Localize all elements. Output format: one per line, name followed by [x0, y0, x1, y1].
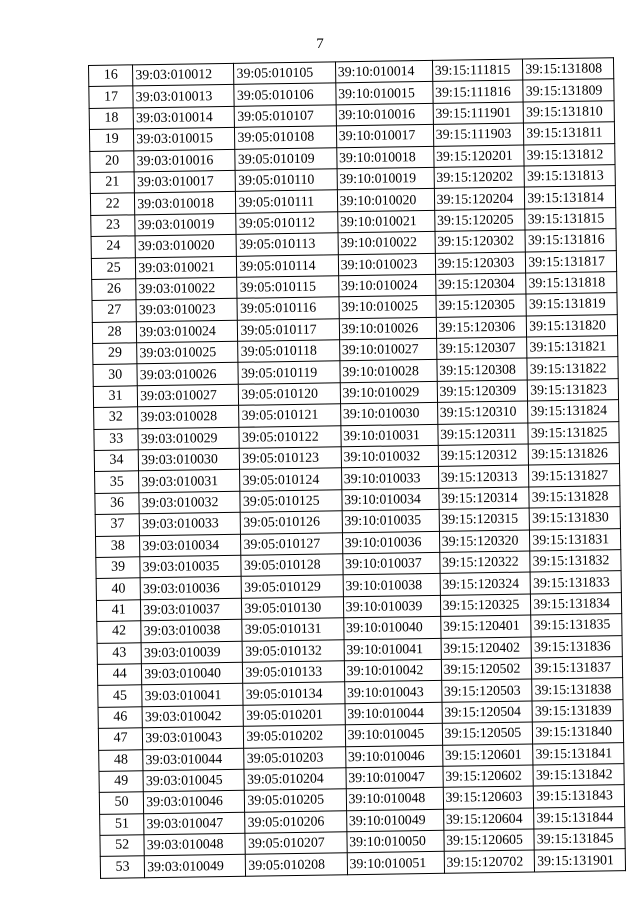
code-39-10-cell: 39:10:010041	[344, 638, 441, 661]
code-39-15-a-cell: 39:15:120312	[438, 444, 529, 467]
code-39-03-cell: 39:03:010034	[140, 534, 242, 557]
table-container	[88, 57, 638, 879]
code-39-15-b-cell: 39:15:131831	[530, 528, 621, 551]
code-39-10-cell: 39:10:010044	[345, 702, 442, 725]
row-number-cell: 46	[98, 706, 143, 728]
code-39-15-a-cell: 39:15:120302	[435, 230, 526, 253]
code-39-10-cell: 39:10:010023	[338, 253, 435, 276]
code-39-15-a-cell: 39:15:120325	[440, 594, 531, 617]
code-39-05-cell: 39:05:010132	[243, 639, 345, 662]
code-39-10-cell: 39:10:010046	[345, 745, 442, 768]
code-39-15-a-cell: 39:15:120401	[440, 615, 531, 638]
code-39-10-cell: 39:10:010018	[336, 146, 433, 169]
code-39-15-a-cell: 39:15:120505	[442, 722, 533, 745]
code-39-15-a-cell: 39:15:120601	[442, 743, 533, 766]
code-39-15-a-cell: 39:15:120308	[437, 358, 528, 381]
code-39-15-b-cell: 39:15:131810	[523, 100, 614, 123]
row-number-cell: 35	[95, 471, 140, 493]
row-number-cell: 53	[100, 856, 145, 878]
code-39-05-cell: 39:05:010120	[239, 383, 341, 406]
row-number-cell: 33	[94, 428, 139, 450]
code-39-03-cell: 39:03:010029	[138, 427, 240, 450]
code-39-15-b-cell: 39:15:131817	[526, 250, 617, 273]
row-number-cell: 20	[90, 150, 135, 172]
code-39-10-cell: 39:10:010036	[342, 531, 439, 554]
code-39-10-cell: 39:10:010022	[338, 232, 435, 255]
row-number-cell: 23	[91, 215, 136, 237]
code-39-05-cell: 39:05:010121	[239, 404, 341, 427]
code-39-05-cell: 39:05:010130	[242, 597, 344, 620]
code-39-15-a-cell: 39:15:120310	[437, 401, 528, 424]
code-39-05-cell: 39:05:010201	[243, 703, 345, 726]
code-39-05-cell: 39:05:010208	[246, 853, 348, 876]
code-39-15-b-cell: 39:15:131843	[534, 785, 625, 808]
code-39-10-cell: 39:10:010015	[335, 82, 432, 105]
code-39-10-cell: 39:10:010029	[340, 381, 437, 404]
code-39-15-a-cell: 39:15:120311	[438, 423, 529, 446]
code-39-03-cell: 39:03:010031	[139, 470, 241, 493]
code-39-05-cell: 39:05:010205	[245, 789, 347, 812]
code-39-15-b-cell: 39:15:131832	[530, 550, 621, 573]
code-39-03-cell: 39:03:010028	[138, 406, 240, 429]
code-39-05-cell: 39:05:010204	[244, 768, 346, 791]
code-39-05-cell: 39:05:010206	[245, 810, 347, 833]
code-39-15-a-cell: 39:15:120202	[434, 166, 525, 189]
code-39-15-b-cell: 39:15:131808	[523, 58, 614, 81]
code-39-05-cell: 39:05:010119	[238, 361, 340, 384]
code-39-10-cell: 39:10:010025	[339, 296, 436, 319]
code-39-03-cell: 39:03:010032	[139, 491, 241, 514]
code-39-15-b-cell: 39:15:131811	[524, 122, 615, 145]
code-39-15-b-cell: 39:15:131820	[527, 314, 618, 337]
code-39-10-cell: 39:10:010031	[341, 424, 438, 447]
table-body	[89, 58, 626, 879]
code-39-03-cell: 39:03:010043	[143, 726, 245, 749]
code-39-15-b-cell: 39:15:131821	[527, 336, 618, 359]
row-number-cell: 31	[93, 386, 138, 408]
row-number-cell: 34	[94, 450, 139, 472]
code-39-10-cell: 39:10:010033	[341, 467, 438, 490]
code-39-15-b-cell: 39:15:131833	[530, 571, 621, 594]
code-39-15-b-cell: 39:15:131826	[528, 443, 619, 466]
code-39-15-b-cell: 39:15:131837	[532, 657, 623, 680]
row-number-cell: 43	[97, 642, 142, 664]
code-39-15-a-cell: 39:15:120503	[441, 679, 532, 702]
row-number-cell: 51	[100, 813, 145, 835]
code-39-03-cell: 39:03:010019	[135, 213, 237, 236]
code-39-03-cell: 39:03:010039	[141, 641, 243, 664]
code-39-10-cell: 39:10:010047	[346, 766, 443, 789]
code-39-10-cell: 39:10:010034	[341, 488, 438, 511]
page-number: 7	[316, 36, 324, 52]
code-39-03-cell: 39:03:010012	[133, 63, 235, 86]
code-39-10-cell: 39:10:010026	[339, 317, 436, 340]
code-39-15-b-cell: 39:15:131835	[531, 614, 622, 637]
code-39-03-cell: 39:03:010035	[140, 555, 242, 578]
row-number-cell: 39	[96, 557, 141, 579]
code-39-05-cell: 39:05:010114	[237, 254, 339, 277]
code-39-15-a-cell: 39:15:120605	[444, 829, 535, 852]
row-number-cell: 42	[97, 621, 142, 643]
code-39-05-cell: 39:05:010202	[244, 725, 346, 748]
code-39-03-cell: 39:03:010037	[141, 598, 243, 621]
code-39-15-a-cell: 39:15:120324	[440, 572, 531, 595]
code-39-03-cell: 39:03:010024	[137, 320, 239, 343]
row-number-cell: 52	[100, 835, 145, 857]
code-39-05-cell: 39:05:010113	[236, 233, 338, 256]
code-39-03-cell: 39:03:010017	[134, 170, 236, 193]
code-39-03-cell: 39:03:010027	[138, 384, 240, 407]
code-39-10-cell: 39:10:010035	[342, 510, 439, 533]
code-39-15-a-cell: 39:15:120313	[438, 465, 529, 488]
code-39-03-cell: 39:03:010040	[142, 662, 244, 685]
code-39-05-cell: 39:05:010207	[245, 832, 347, 855]
code-39-15-a-cell: 39:15:111903	[433, 123, 524, 146]
code-39-05-cell: 39:05:010105	[234, 62, 336, 85]
row-number-cell: 45	[98, 685, 143, 707]
code-39-15-b-cell: 39:15:131823	[528, 379, 619, 402]
code-39-10-cell: 39:10:010037	[342, 552, 439, 575]
code-39-15-a-cell: 39:15:120502	[441, 658, 532, 681]
row-number-cell: 27	[92, 300, 137, 322]
code-39-03-cell: 39:03:010025	[137, 341, 239, 364]
row-number-cell: 24	[91, 236, 136, 258]
code-39-15-a-cell: 39:15:120309	[437, 380, 528, 403]
code-39-03-cell: 39:03:010047	[144, 812, 246, 835]
row-number-cell: 25	[91, 257, 136, 279]
code-39-03-cell: 39:03:010018	[135, 192, 237, 215]
row-number-cell: 16	[89, 65, 134, 87]
code-39-10-cell: 39:10:010051	[347, 852, 444, 875]
row-number-cell: 28	[92, 321, 137, 343]
code-39-10-cell: 39:10:010045	[345, 723, 442, 746]
code-39-15-a-cell: 39:15:120603	[443, 786, 534, 809]
code-39-03-cell: 39:03:010023	[136, 299, 238, 322]
cadastral-quarter-table	[88, 57, 626, 879]
code-39-05-cell: 39:05:010134	[243, 682, 345, 705]
code-39-05-cell: 39:05:010123	[240, 447, 342, 470]
code-39-15-b-cell: 39:15:131816	[525, 229, 616, 252]
row-number-cell: 22	[90, 193, 135, 215]
code-39-05-cell: 39:05:010127	[241, 532, 343, 555]
code-39-15-a-cell: 39:15:120322	[439, 551, 530, 574]
code-39-03-cell: 39:03:010015	[134, 127, 236, 150]
code-39-15-a-cell: 39:15:120307	[436, 337, 527, 360]
code-39-15-a-cell: 39:15:120402	[441, 637, 532, 660]
code-39-15-a-cell: 39:15:120304	[435, 273, 526, 296]
code-39-15-a-cell: 39:15:120306	[436, 316, 527, 339]
code-39-10-cell: 39:10:010016	[336, 103, 433, 126]
code-39-05-cell: 39:05:010108	[235, 126, 337, 149]
row-number-cell: 18	[89, 108, 134, 130]
code-39-10-cell: 39:10:010050	[347, 830, 444, 853]
code-39-15-a-cell: 39:15:120702	[444, 850, 535, 873]
code-39-05-cell: 39:05:010115	[237, 276, 339, 299]
code-39-10-cell: 39:10:010040	[343, 616, 440, 639]
code-39-15-b-cell: 39:15:131825	[528, 421, 619, 444]
code-39-03-cell: 39:03:010016	[134, 149, 236, 172]
code-39-03-cell: 39:03:010049	[145, 855, 247, 878]
code-39-05-cell: 39:05:010129	[242, 575, 344, 598]
row-number-cell: 36	[95, 493, 140, 515]
code-39-15-b-cell: 39:15:131809	[523, 79, 614, 102]
row-number-cell: 48	[99, 749, 144, 771]
code-39-05-cell: 39:05:010122	[239, 425, 341, 448]
code-39-05-cell: 39:05:010110	[236, 169, 338, 192]
code-39-15-b-cell: 39:15:131839	[532, 699, 623, 722]
code-39-10-cell: 39:10:010048	[346, 788, 443, 811]
code-39-05-cell: 39:05:010118	[238, 340, 340, 363]
row-number-cell: 40	[96, 578, 141, 600]
code-39-03-cell: 39:03:010048	[144, 833, 246, 856]
code-39-15-a-cell: 39:15:120604	[443, 808, 534, 831]
row-number-cell: 44	[97, 664, 142, 686]
code-39-15-a-cell: 39:15:111815	[432, 59, 523, 82]
code-39-15-b-cell: 39:15:131844	[534, 806, 625, 829]
code-39-15-b-cell: 39:15:131838	[532, 678, 623, 701]
code-39-15-b-cell: 39:15:131812	[524, 143, 615, 166]
code-39-10-cell: 39:10:010038	[343, 574, 440, 597]
code-39-15-a-cell: 39:15:120305	[436, 294, 527, 317]
code-39-10-cell: 39:10:010014	[335, 60, 432, 83]
row-number-cell: 49	[99, 771, 144, 793]
code-39-15-b-cell: 39:15:131845	[534, 828, 625, 851]
code-39-10-cell: 39:10:010039	[343, 595, 440, 618]
code-39-05-cell: 39:05:010106	[234, 83, 336, 106]
row-number-cell: 50	[99, 792, 144, 814]
code-39-15-a-cell: 39:15:120204	[434, 187, 525, 210]
code-39-10-cell: 39:10:010049	[346, 809, 443, 832]
code-39-15-b-cell: 39:15:131827	[529, 464, 620, 487]
row-number-cell: 26	[92, 279, 137, 301]
code-39-05-cell: 39:05:010133	[243, 661, 345, 684]
code-39-05-cell: 39:05:010131	[242, 618, 344, 641]
code-39-05-cell: 39:05:010116	[237, 297, 339, 320]
code-39-10-cell: 39:10:010032	[341, 445, 438, 468]
code-39-05-cell: 39:05:010203	[244, 746, 346, 769]
code-39-15-a-cell: 39:15:120315	[439, 508, 530, 531]
code-39-05-cell: 39:05:010124	[240, 468, 342, 491]
code-39-03-cell: 39:03:010026	[137, 363, 239, 386]
code-39-10-cell: 39:10:010024	[338, 274, 435, 297]
code-39-05-cell: 39:05:010125	[240, 490, 342, 513]
code-39-15-a-cell: 39:15:111901	[433, 102, 524, 125]
code-39-15-b-cell: 39:15:131841	[533, 742, 624, 765]
code-39-15-b-cell: 39:15:131836	[531, 635, 622, 658]
code-39-10-cell: 39:10:010019	[337, 167, 434, 190]
row-number-cell: 41	[96, 600, 141, 622]
row-number-cell: 19	[89, 129, 134, 151]
code-39-10-cell: 39:10:010020	[337, 189, 434, 212]
row-number-cell: 38	[95, 535, 140, 557]
row-number-cell: 47	[98, 728, 143, 750]
row-number-cell: 21	[90, 172, 135, 194]
code-39-05-cell: 39:05:010109	[235, 147, 337, 170]
code-39-15-a-cell: 39:15:120320	[439, 530, 530, 553]
code-39-15-b-cell: 39:15:131828	[529, 485, 620, 508]
code-39-10-cell: 39:10:010017	[336, 125, 433, 148]
code-39-15-b-cell: 39:15:131830	[529, 507, 620, 530]
code-39-15-b-cell: 39:15:131814	[525, 186, 616, 209]
code-39-15-a-cell: 39:15:111816	[432, 80, 523, 103]
row-number-cell: 32	[94, 407, 139, 429]
row-number-cell: 37	[95, 514, 140, 536]
row-number-cell: 29	[93, 343, 138, 365]
code-39-15-b-cell: 39:15:131842	[533, 764, 624, 787]
code-39-10-cell: 39:10:010027	[339, 338, 436, 361]
code-39-05-cell: 39:05:010107	[235, 105, 337, 128]
code-39-15-b-cell: 39:15:131834	[531, 592, 622, 615]
code-39-03-cell: 39:03:010036	[140, 577, 242, 600]
code-39-03-cell: 39:03:010022	[136, 277, 238, 300]
code-39-03-cell: 39:03:010044	[143, 748, 245, 771]
code-39-03-cell: 39:03:010045	[143, 769, 245, 792]
code-39-03-cell: 39:03:010033	[139, 512, 241, 535]
code-39-03-cell: 39:03:010020	[135, 234, 237, 257]
code-39-03-cell: 39:03:010046	[144, 791, 246, 814]
code-39-03-cell: 39:03:010014	[133, 106, 235, 129]
code-39-15-a-cell: 39:15:120602	[443, 765, 534, 788]
code-39-10-cell: 39:10:010043	[344, 681, 441, 704]
code-39-05-cell: 39:05:010117	[238, 318, 340, 341]
code-39-15-a-cell: 39:15:120205	[434, 209, 525, 232]
code-39-05-cell: 39:05:010112	[236, 212, 338, 235]
code-39-15-b-cell: 39:15:131822	[527, 357, 618, 380]
code-39-15-a-cell: 39:15:120201	[433, 145, 524, 168]
code-39-15-a-cell: 39:15:120314	[438, 487, 529, 510]
code-39-10-cell: 39:10:010030	[340, 403, 437, 426]
code-39-15-a-cell: 39:15:120504	[442, 701, 533, 724]
code-39-10-cell: 39:10:010042	[344, 659, 441, 682]
code-39-15-b-cell: 39:15:131813	[524, 165, 615, 188]
code-39-05-cell: 39:05:010126	[241, 511, 343, 534]
code-39-15-b-cell: 39:15:131824	[528, 400, 619, 423]
code-39-03-cell: 39:03:010030	[138, 448, 240, 471]
code-39-03-cell: 39:03:010041	[142, 684, 244, 707]
code-39-03-cell: 39:03:010021	[136, 256, 238, 279]
code-39-10-cell: 39:10:010028	[340, 360, 437, 383]
code-39-15-a-cell: 39:15:120303	[435, 252, 526, 275]
code-39-15-b-cell: 39:15:131901	[535, 849, 626, 872]
row-number-cell: 30	[93, 364, 138, 386]
code-39-15-b-cell: 39:15:131815	[525, 207, 616, 230]
code-39-15-b-cell: 39:15:131840	[533, 721, 624, 744]
code-39-05-cell: 39:05:010111	[236, 190, 338, 213]
code-39-15-b-cell: 39:15:131819	[526, 293, 617, 316]
code-39-03-cell: 39:03:010013	[133, 85, 235, 108]
code-39-03-cell: 39:03:010038	[141, 619, 243, 642]
code-39-15-b-cell: 39:15:131818	[526, 272, 617, 295]
code-39-03-cell: 39:03:010042	[142, 705, 244, 728]
code-39-10-cell: 39:10:010021	[337, 210, 434, 233]
row-number-cell: 17	[89, 86, 134, 108]
code-39-05-cell: 39:05:010128	[241, 554, 343, 577]
